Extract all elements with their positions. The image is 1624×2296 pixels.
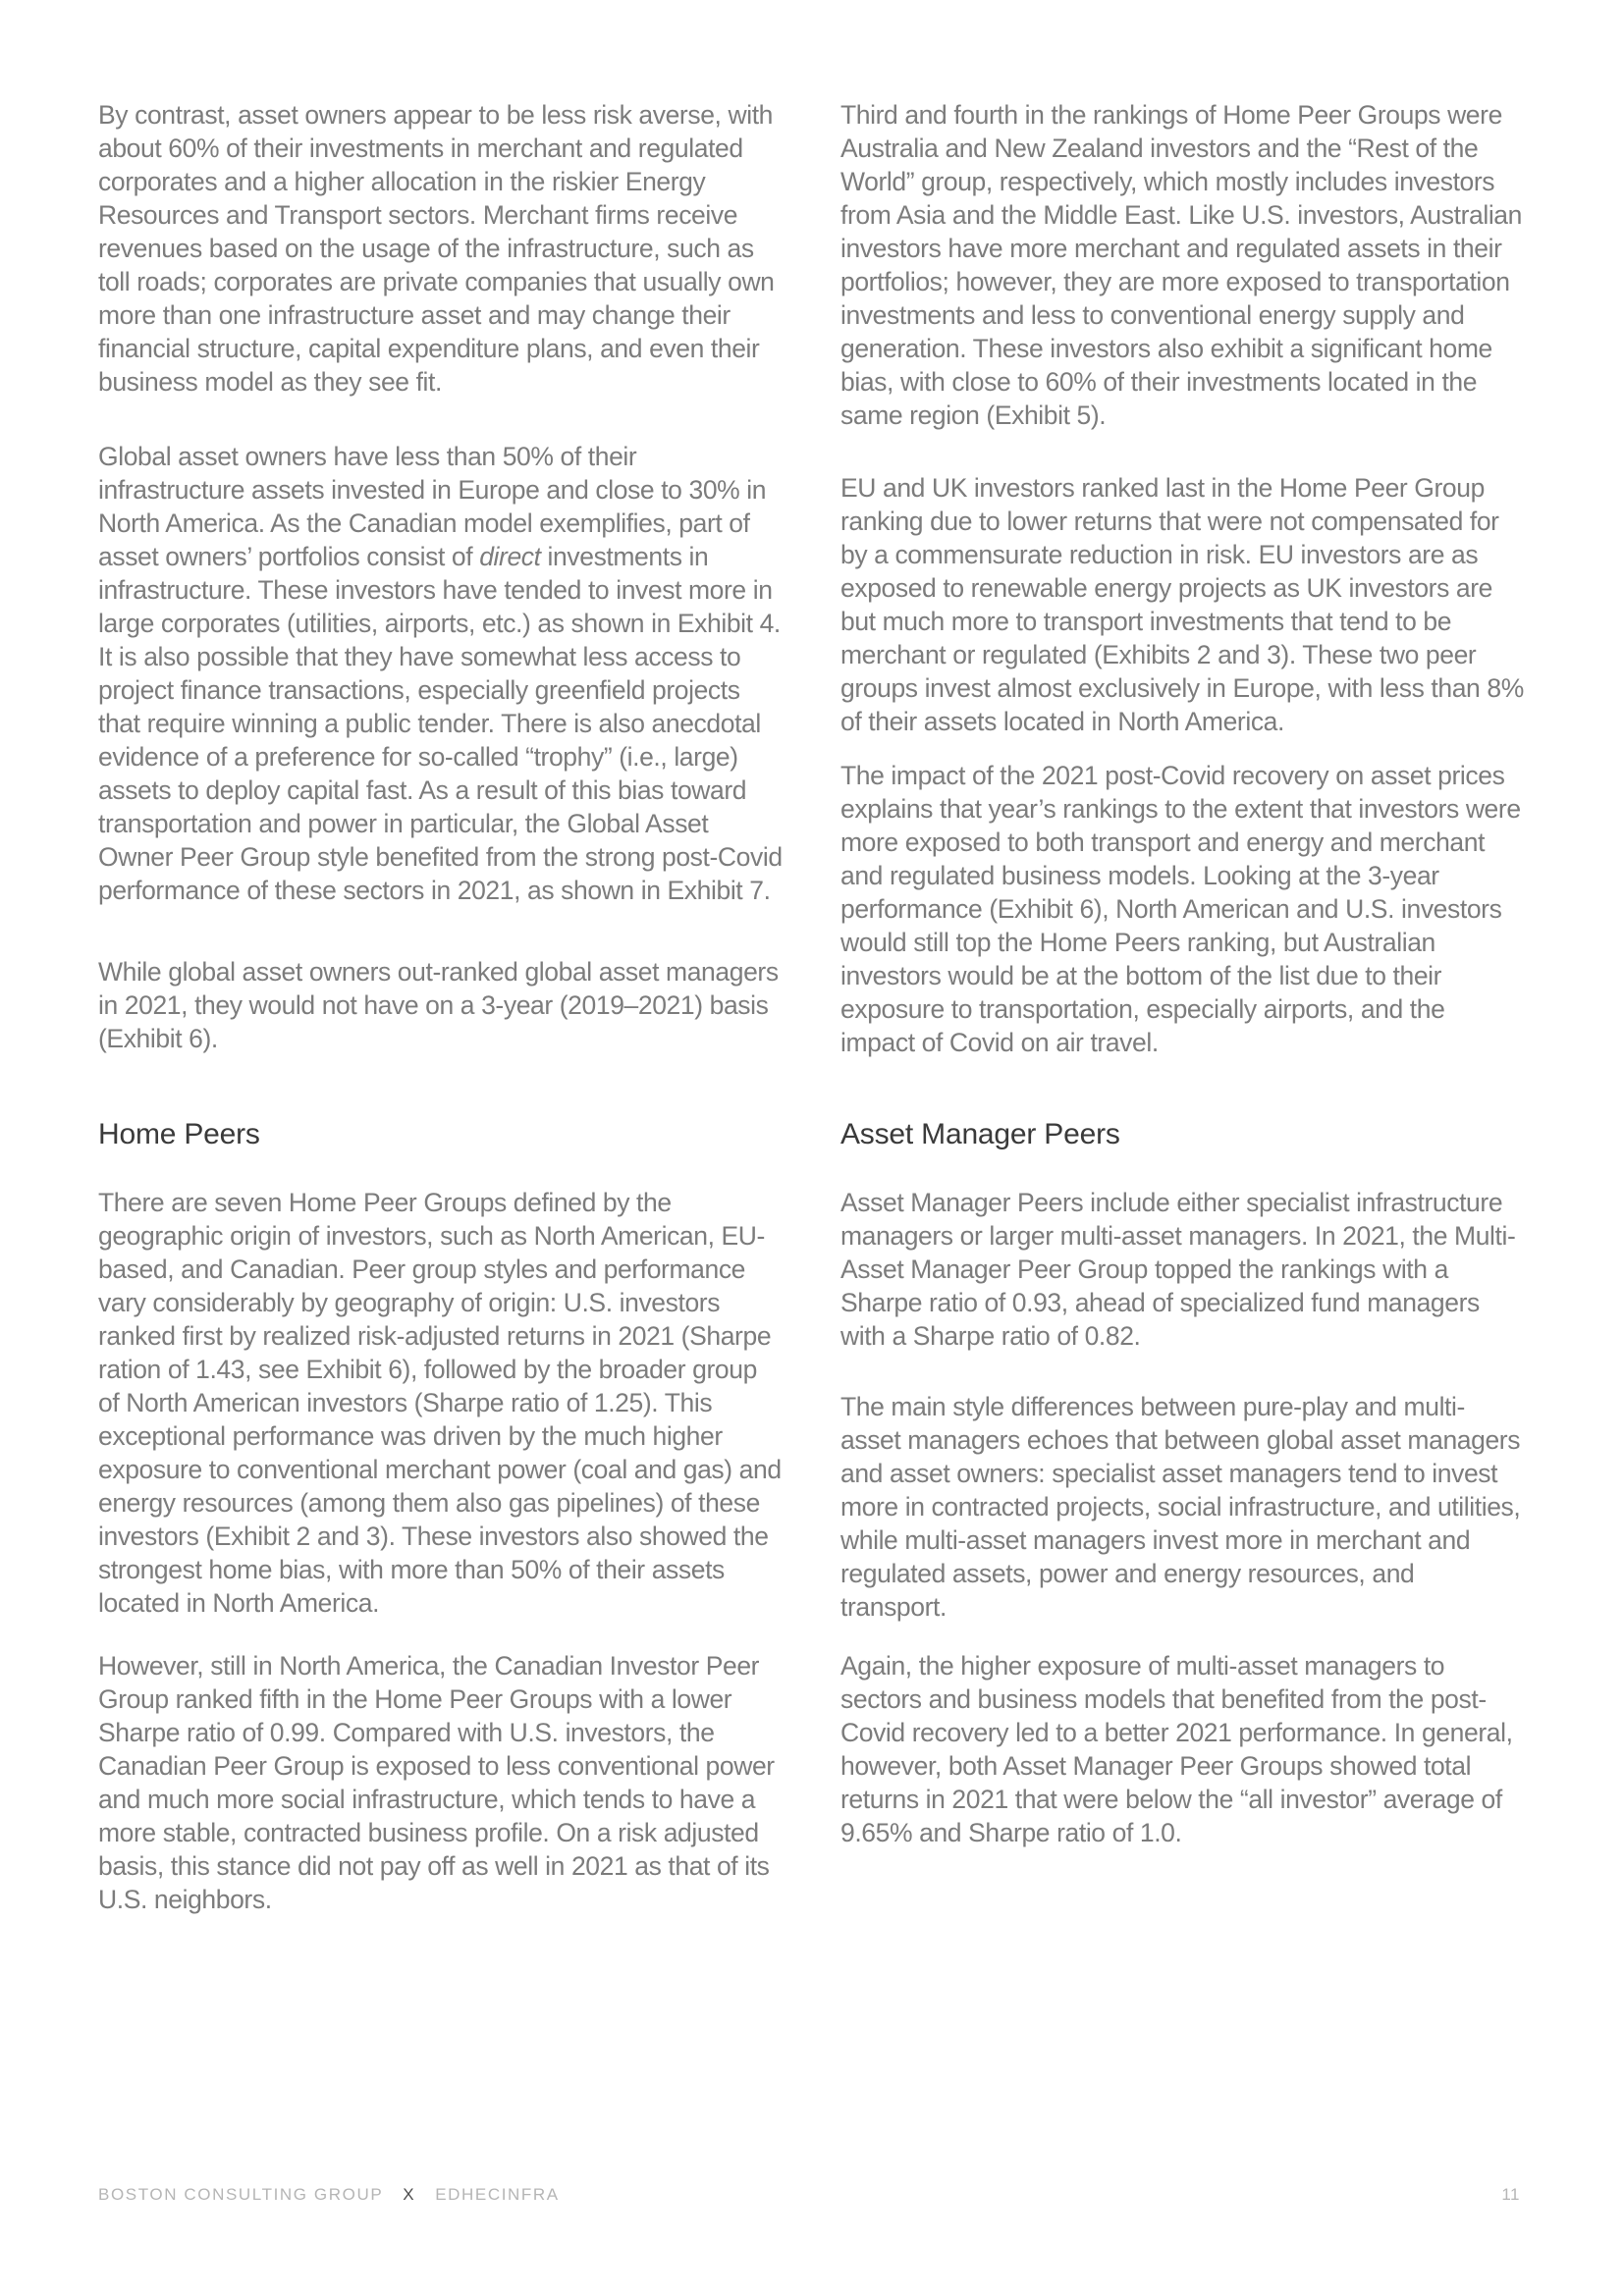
body-paragraph: Third and fourth in the rankings of Home Peer Groups were Australia and New Zealand investors and the “Rest of the World” group, respectively, which mostly includes investors from Asia and the Middle East. Like U.S. investors, Australian investors have more merchant and regulated assets in their portfolios; however, they are more exposed to transportation investments and less to conventional energy supply and generation. These investors also exhibit a significant home bias, with close to 60% of their investments located in the same region (Exhibit 5). <box>840 100 1522 430</box>
body-paragraph: While global asset owners out-ranked global asset managers in 2021, they would not have on a 3-year (2019–2021) basis (Exhibit 6). <box>98 957 779 1053</box>
body-paragraph: The main style differences between pure-play and multi-asset managers echoes that between global asset managers and asset owners: specialist asset managers tend to invest more in contracted projects, social infrastructure, and utilities, while multi-asset managers invest more in merchant and regulated assets, power and energy resources, and transport. <box>840 1392 1521 1622</box>
brand-bcg: BOSTON CONSULTING GROUP <box>98 2185 384 2204</box>
body-paragraph: By contrast, asset owners appear to be less risk averse, with about 60% of their investments in merchant and regulated corporates and a higher allocation in the riskier Energy Resources and Transport sectors. Merchant firms receive revenues based on the usage of the infrastructure, such as toll roads; corporates are private companies that usually own more than one infrastructure asset and may change their financial structure, capital expenditure plans, and even their business model as they see fit. <box>98 100 775 397</box>
brand-edhecinfra: EDHECINFRA <box>435 2185 560 2204</box>
body-paragraph: EU and UK investors ranked last in the Home Peer Group ranking due to lower returns that were not compensated for by a commensurate reduction in risk. EU investors are as exposed to renewable energy projects as UK investors are but much more to transport investments that tend to be merchant or regulated (Exhibits 2 and 3). These two peer groups invest almost exclusively in Europe, with less than 8% of their assets located in North America. <box>840 473 1524 736</box>
text-run: Global asset owners have less than 50% of their infrastructure assets invested in Europe and close to 30% in North America. As the Canadian model exemplifies, part of asset owners’ portfolios consist of <box>98 442 767 571</box>
italic-run: direct <box>479 542 541 571</box>
body-paragraph: There are seven Home Peer Groups defined by the geographic origin of investors, such as North American, EU-based, and Canadian. Peer group styles and performance vary considerably by geography of origin: U.S. investors ranked first by realized risk-adjusted returns in 2021 (Sharpe ration of 1.43, see Exhibit 6), followed by the broader group of North American investors (Sharpe ratio of 1.25). This exceptional performance was driven by the much higher exposure to conventional merchant power (coal and gas) and energy resources (among them also gas pipelines) of these investors (Exhibit 2 and 3). These investors also showed the strongest home bias, with more than 50% of their assets located in North America. <box>98 1188 782 1618</box>
brand-separator-x: X <box>403 2185 416 2204</box>
right-column <box>840 0 1525 2296</box>
section-heading-asset-manager-peers: Asset Manager Peers <box>840 1118 1120 1150</box>
body-paragraph: However, still in North America, the Canadian Investor Peer Group ranked fifth in the Home Peer Groups with a lower Sharpe ratio of 0.99. Compared with U.S. investors, the Canadian Peer Group is exposed to less conventional power and much more social infrastructure, which tends to have a more stable, contracted business profile. On a risk adjusted basis, this stance did not pay off as well in 2021 as that of its U.S. neighbors. <box>98 1651 775 1914</box>
page-footer <box>98 2185 1520 2205</box>
section-heading-home-peers: Home Peers <box>98 1118 260 1150</box>
body-paragraph: Again, the higher exposure of multi-asset managers to sectors and business models that benefited from the post-Covid recovery led to a better 2021 performance. In general, however, both Asset Manager Peer Groups showed total returns in 2021 that were below the “all investor” average of 9.65% and Sharpe ratio of 1.0. <box>840 1651 1513 1847</box>
body-paragraph <box>98 440 783 907</box>
footer-brand <box>98 2185 560 2205</box>
text-run: investments in infrastructure. These investors have tended to invest more in large corporates (utilities, airports, etc.) as shown in Exhibit 4. It is also possible that they have somewhat less access to project finance transactions, especially greenfield projects that require winning a public tender. There is also anecdotal evidence of a preference for so-called “trophy” (i.e., large) assets to deploy capital fast. As a result of this bias toward transportation and power in particular, the Global Asset Owner Peer Group style benefited from the strong post-Covid performance of these sectors in 2021, as shown in Exhibit 7. <box>98 542 783 905</box>
left-column <box>98 0 783 2296</box>
page-number: 11 <box>1501 2185 1520 2204</box>
body-paragraph: Asset Manager Peers include either specialist infrastructure managers or larger multi-asset managers. In 2021, the Multi-Asset Manager Peer Group topped the rankings with a Sharpe ratio of 0.93, ahead of specialized fund managers with a Sharpe ratio of 0.82. <box>840 1188 1516 1351</box>
body-paragraph: The impact of the 2021 post-Covid recovery on asset prices explains that year’s rankings to the extent that investors were more exposed to both transport and energy and merchant and regulated business models. Looking at the 3-year performance (Exhibit 6), North American and U.S. investors would still top the Home Peers ranking, but Australian investors would be at the bottom of the list due to their exposure to transportation, especially airports, and the impact of Covid on air travel. <box>840 761 1521 1057</box>
